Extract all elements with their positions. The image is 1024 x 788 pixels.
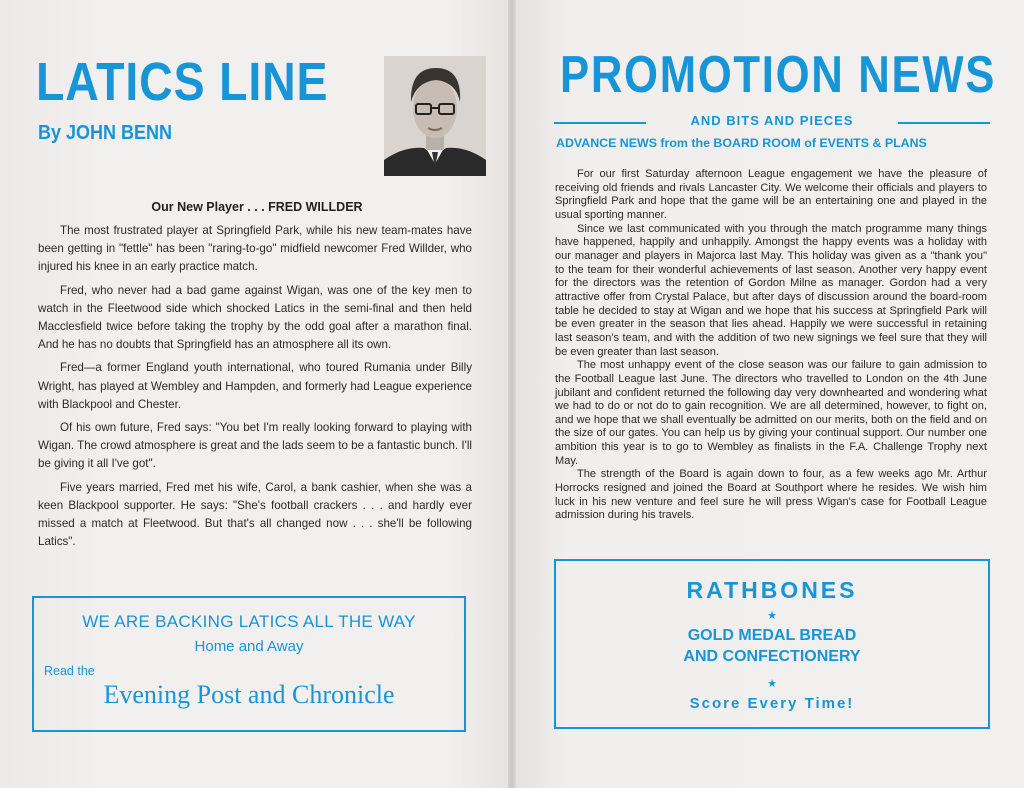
news-subheading: ADVANCE NEWS from the BOARD ROOM of EVENTS & PLANS (556, 136, 927, 150)
advert-subline: Home and Away (194, 638, 304, 655)
advert-product-line: GOLD MEDAL BREAD (687, 627, 857, 644)
news-paragraph: For our first Saturday afternoon League engagement we have the pleasure of receiving old friends and rivals Lancaster City. We welcome their officials and players to Springfield Park and hope that the game will be an entertaining one and played in the usual sporting manner. (555, 168, 987, 221)
advert-product (556, 625, 988, 667)
portrait-photo-icon (384, 56, 486, 176)
rule-line-left (554, 122, 646, 124)
article-paragraph: Five years married, Fred met his wife, Carol, a bank cashier, when she was a keen Blackpool supporter. He says: "She's football crackers . . . and hardly ever missed a match at Fleetwood. But that's all changed now . . . she'll be following Latics". (38, 480, 472, 549)
news-paragraph: The most unhappy event of the close season was our failure to gain admission to the Football League last June. The directors who travelled to London on the 4th June jubilant and confident returned the following day very downhearted and wondering what we had to do or not do to gain recognition. We are all determined, however, to fight on, and we hope that we shall eventually be admitted on our merits, both on the field and on the size of our gates. You can help us by giving your continual support. Our number one ambition this year is to go to Wembley as finalists in the F.A. Challenge Trophy next May. (555, 359, 987, 467)
article-paragraph: Fred, who never had a bad game against Wigan, was one of the key men to watch in the Fleetwood side which shocked Latics in the semi-final and then held Macclesfield twice before taking the trophy by the odd goal after a marathon final. And he has no doubts that Springfield has an atmosphere all its own. (38, 283, 472, 352)
advert-newspaper-name: Evening Post and Chronicle (103, 680, 395, 709)
bakery-advert-box (554, 559, 990, 729)
column-title: LATICS LINE (36, 52, 329, 112)
advert-product-line: AND CONFECTIONERY (683, 648, 861, 665)
article-paragraph: Of his own future, Fred says: "You bet I'm really looking forward to playing with Wigan. The crowd atmosphere is great and the lads seem to be a fantastic bunch. I'll be giving it all I've got". (38, 421, 472, 471)
author-portrait (384, 56, 486, 176)
news-paragraph: The strength of the Board is again down to four, as a few weeks ago Mr. Arthur Horrocks resigned and joined the Board at Southport where he resides. We wish him luck in his new venture and feel sure he will press Wigan's case for Football League admission during his travels. (555, 468, 987, 522)
page-spine (508, 0, 516, 788)
article-paragraph: Fred—a former England youth international, who toured Rumania under Billy Wright, has played at Wembley and Hampden, and formerly had League experience with Blackpool and Chester. (38, 361, 472, 411)
article-paragraph: The most frustrated player at Springfield Park, while his new team-mates have been getting in "fettle" has been "raring-to-go" midfield newcomer Fred Willder, who injured his knee in an early practice match. (38, 224, 472, 274)
article-body (38, 222, 472, 556)
rule-caption: AND BITS AND PIECES (690, 113, 854, 128)
rule-line-right (898, 122, 990, 124)
news-paragraph: Since we last communicated with you through the match programme many things have happened, happily and unhappily. Amongst the happy events was a holiday with our manager and players in Majorca last May. This holiday was given as a "thank you" to the team for their wonderful achievements of last season. Another very happy event for the directors was the retention of Gordon Milne as manager. Gordon had a very attractive offer from Crystal Palace, but after days of discussion around the board-room table he decided to stay at Wigan and we hope that his success at Springfield Park will be even greater in the season that lies ahead. Happily we were successful in retaining last season's team, and with the addition of two new signings we feel sure that they will be even greater than last season. (555, 222, 987, 358)
news-body (555, 168, 987, 523)
advert-read-the: Read the (44, 664, 95, 678)
author-byline: By JOHN BENN (38, 122, 173, 144)
title-rule (554, 113, 990, 131)
advert-slogan: Score Every Time! (689, 695, 855, 712)
news-title: PROMOTION NEWS (560, 46, 997, 104)
article-subheading: Our New Player . . . FRED WILLDER (151, 200, 363, 214)
star-icon: ★ (767, 609, 777, 622)
advert-headline: WE ARE BACKING LATICS ALL THE WAY (82, 612, 416, 631)
star-icon: ★ (767, 677, 777, 690)
newspaper-advert-box (32, 596, 466, 732)
advert-brand: RATHBONES (686, 577, 858, 603)
